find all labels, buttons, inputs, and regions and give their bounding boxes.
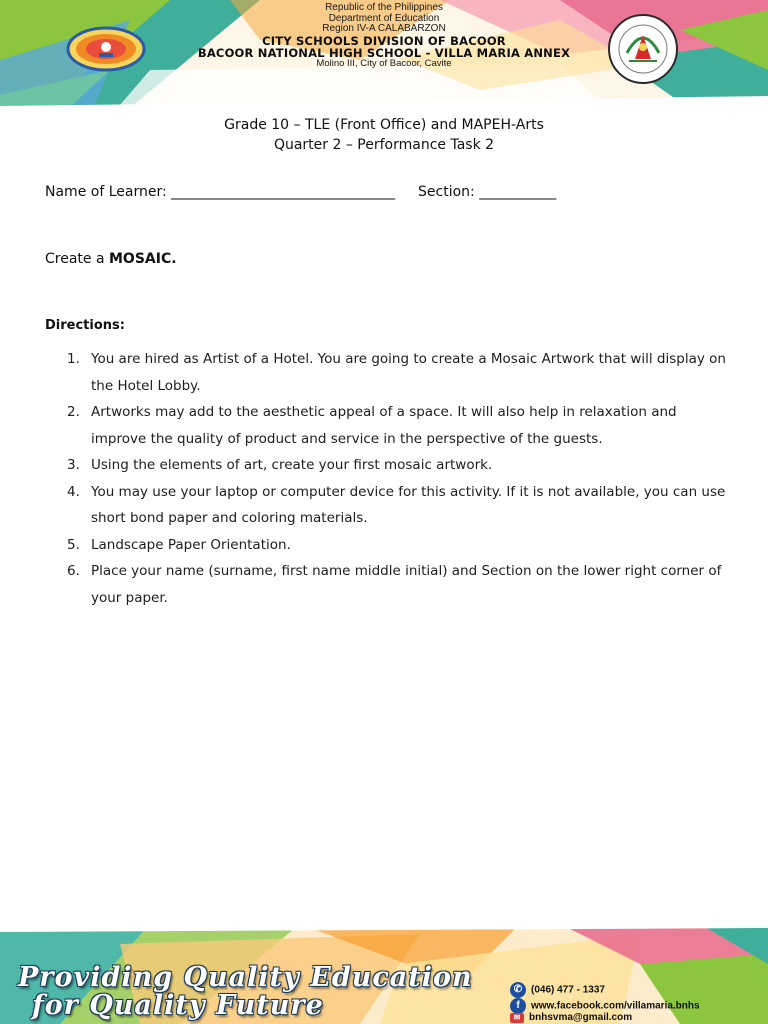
list-item <box>45 558 735 611</box>
header-address: Molino III, City of Bacoor, Cavite <box>316 57 452 69</box>
task-mosaic-label: MOSAIC. <box>109 251 177 267</box>
title-line-1: Grade 10 – TLE (Front Office) and MAPEH-Arts <box>224 117 544 133</box>
title-line-2: Quarter 2 – Performance Task 2 <box>273 137 495 153</box>
list-item <box>45 346 735 399</box>
list-item-text: Using the elements of art, create your first mosaic artwork. <box>91 457 493 473</box>
header-school-name: BACOOR NATIONAL HIGH SCHOOL - VILLA MARIA ANNEX <box>197 45 571 60</box>
facebook-url[interactable]: www.facebook.com/villamaria.bnhs <box>531 1000 700 1012</box>
task-instruction-prefix: Create a <box>45 251 109 267</box>
list-item-text: Artworks may add to the aesthetic appeal of a space. It will also help in relaxation and improve the quality of product and service in the perspective of the guests. <box>91 404 677 447</box>
directions-heading: Directions: <box>45 318 125 333</box>
list-item-text: Place your name (surname, first name middle initial) and Section on the lower right corner of your paper. <box>91 563 722 606</box>
contact-phone <box>510 982 605 998</box>
header-division: CITY SCHOOLS DIVISION OF BACOOR <box>262 33 506 48</box>
list-item-text: You may use your laptop or computer device for this activity. If it is not available, you can use short bond paper and coloring materials. <box>91 483 726 526</box>
list-item-number: 6. <box>67 563 80 579</box>
list-item <box>45 532 735 559</box>
footer-banner <box>0 924 768 1024</box>
email-address[interactable]: bnhsvma@gmail.com <box>529 1012 633 1023</box>
letterhead-banner <box>0 0 768 116</box>
document-title <box>0 115 768 155</box>
header-department: Department of Education <box>328 12 440 24</box>
slogan-line-1: Providing Quality Education <box>18 962 473 993</box>
facebook-icon: f <box>510 998 526 1014</box>
learner-info-line <box>45 184 556 200</box>
list-item-number: 4. <box>67 483 80 500</box>
email-icon: ✉ <box>510 1013 524 1023</box>
contact-email <box>510 1013 632 1024</box>
task-instruction <box>45 251 177 267</box>
phone-number: (046) 477 - 1337 <box>531 984 605 996</box>
list-item-number: 5. <box>67 536 80 553</box>
directions-list <box>45 346 735 611</box>
header-republic: Republic of the Philippines <box>325 2 443 13</box>
letterhead-text <box>0 3 768 69</box>
list-item-number: 3. <box>67 457 80 473</box>
phone-icon: ✆ <box>510 982 526 998</box>
section-field: Section: ___________ <box>418 184 557 200</box>
list-item-number: 2. <box>67 404 80 420</box>
list-item-number: 1. <box>67 351 80 367</box>
slogan-line-2: for Quality Future <box>32 990 324 1021</box>
list-item-text: Landscape Paper Orientation. <box>91 536 291 553</box>
list-item <box>45 452 735 479</box>
list-item <box>45 399 735 452</box>
list-item <box>45 479 735 532</box>
name-of-learner-field: Name of Learner: ________________________________ <box>45 184 396 200</box>
header-region: Region IV-A CALABARZON <box>322 23 446 34</box>
list-item-text: You are hired as Artist of a Hotel. You are going to create a Mosaic Artwork that will display on the Hotel Lobby. <box>91 351 726 394</box>
